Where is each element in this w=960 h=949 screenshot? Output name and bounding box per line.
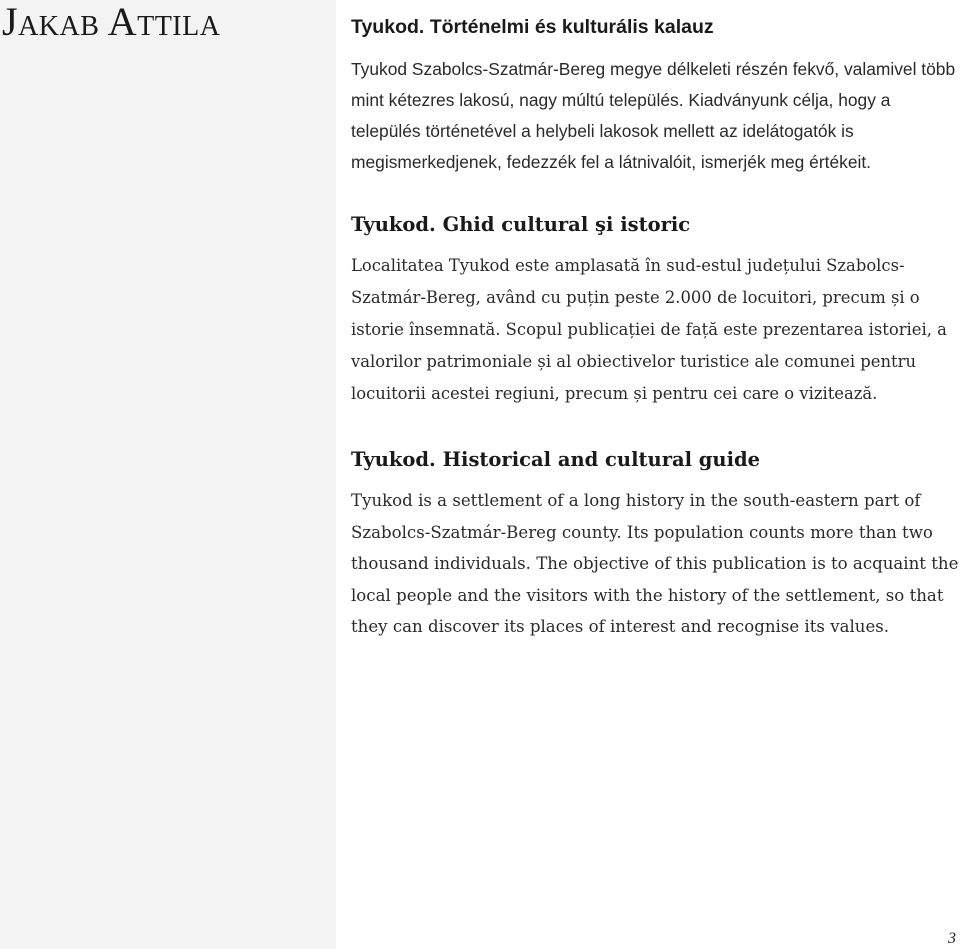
sidebar: [0, 0, 336, 949]
paragraph-hungarian: Tyukod Szabolcs-Szatmár-Bereg megye délkeleti részén fekvő, valamivel több mint kétezres lakosú, nagy múltú település. Kiadványunk célja, hogy a település történetével a helybeli lakosok mellett az idelátogatók is megismerkedjenek, fedezzék fel a látnivalóit, ismerjék meg értékeit.: [351, 59, 956, 172]
page-number: 3: [948, 930, 956, 947]
section-romanian: [351, 212, 960, 410]
heading-english: Tyukod. Historical and cultural guide: [351, 448, 761, 471]
section-english: [351, 447, 960, 643]
main-content: [351, 14, 960, 643]
paragraph-english: Tyukod is a settlement of a long history in the south-eastern part of Szabolcs-Szatmár-Bereg county. Its population counts more than two thousand individuals. The objective of this publication is to acquaint the local people and the visitors with the history of the settlement, so that they can discover its places of interest and recognise its values.: [351, 491, 959, 636]
author-name: Jakab Attila: [2, 0, 221, 44]
paragraph-romanian: Localitatea Tyukod este amplasată în sud-estul județului Szabolcs-Szatmár-Bereg, având cu puțin peste 2.000 de locuitori, precum și o istorie însemnată. Scopul publicației de față este prezentarea istoriei, a valorilor patrimoniale și al obiectivelor turistice ale comunei pentru locuitorii acestei regiuni, precum și pentru cei care o vizitează.: [351, 256, 947, 403]
section-hungarian: [351, 14, 960, 178]
heading-romanian: Tyukod. Ghid cultural şi istoric: [351, 213, 691, 236]
heading-hungarian: Tyukod. Történelmi és kulturális kalauz: [351, 16, 714, 38]
